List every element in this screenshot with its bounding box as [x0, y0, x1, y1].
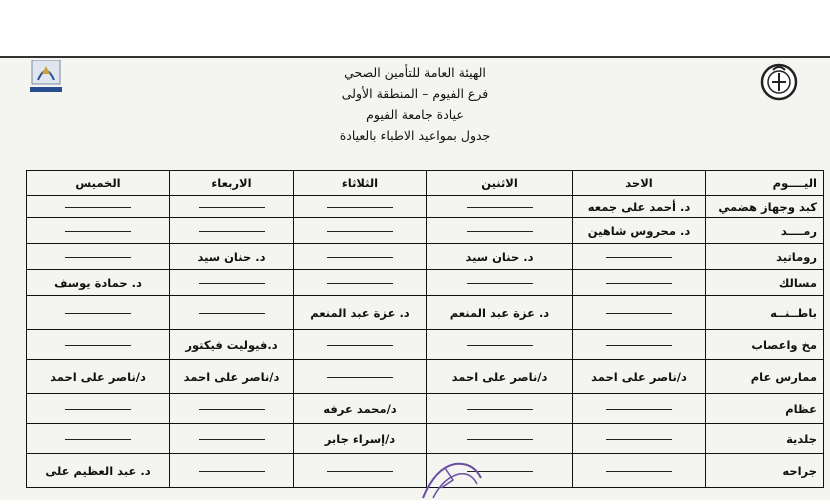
dash-mark	[467, 207, 533, 208]
empty-cell	[27, 196, 170, 218]
dash-mark	[199, 283, 265, 284]
doctor-name-cell: د. أحمد على جمعه	[573, 196, 706, 218]
specialty-label: ممارس عام	[706, 360, 824, 394]
dash-mark	[65, 231, 131, 232]
empty-cell	[294, 196, 427, 218]
dash-mark	[327, 471, 393, 472]
empty-cell	[573, 424, 706, 454]
dash-mark	[467, 283, 533, 284]
empty-cell	[170, 296, 294, 330]
specialty-label: باطــنــه	[706, 296, 824, 330]
empty-cell	[294, 454, 427, 488]
doctor-name-cell: د. حنان سيد	[170, 244, 294, 270]
day-header-tuesday: الثلاثاء	[294, 171, 427, 196]
dash-mark	[606, 313, 672, 314]
document-header	[270, 62, 560, 146]
empty-cell	[427, 424, 573, 454]
table-row	[27, 424, 824, 454]
doctor-name-cell: د. حمادة يوسف	[27, 270, 170, 296]
empty-cell	[573, 330, 706, 360]
empty-cell	[27, 296, 170, 330]
empty-cell	[27, 244, 170, 270]
empty-cell	[294, 218, 427, 244]
doctor-name-cell: د. محروس شاهين	[573, 218, 706, 244]
dash-mark	[606, 345, 672, 346]
empty-cell	[170, 196, 294, 218]
authority-name: الهيئة العامة للتأمين الصحي	[344, 65, 486, 80]
specialty-label: عظام	[706, 394, 824, 424]
table-row	[27, 360, 824, 394]
empty-cell	[427, 270, 573, 296]
table-header-row	[27, 171, 824, 196]
day-header-wednesday: الاربعاء	[170, 171, 294, 196]
schedule-title: جدول بمواعيد الاطباء بالعيادة	[339, 128, 491, 143]
dash-mark	[65, 409, 131, 410]
schedule-body	[27, 196, 824, 488]
dash-mark	[327, 283, 393, 284]
empty-cell	[573, 394, 706, 424]
doctor-name-cell: د. حنان سيد	[427, 244, 573, 270]
empty-cell	[573, 454, 706, 488]
doctor-name-cell: د.فيوليت فيكتور	[170, 330, 294, 360]
doctor-name-cell: د. عبد العظيم على	[27, 454, 170, 488]
doctor-name-cell: د/إسراء جابر	[294, 424, 427, 454]
dash-mark	[606, 409, 672, 410]
table-row	[27, 196, 824, 218]
page-top-edge	[0, 56, 830, 58]
dash-mark	[65, 207, 131, 208]
table-row	[27, 244, 824, 270]
dash-mark	[199, 439, 265, 440]
empty-cell	[170, 270, 294, 296]
dash-mark	[467, 439, 533, 440]
specialty-label: مسالك	[706, 270, 824, 296]
dash-mark	[327, 207, 393, 208]
doctor-name-cell: د/ناصر على احمد	[170, 360, 294, 394]
dash-mark	[327, 257, 393, 258]
doctor-name-cell: د/محمد عرفه	[294, 394, 427, 424]
day-header-thursday: الخميس	[27, 171, 170, 196]
dash-mark	[65, 257, 131, 258]
empty-cell	[294, 270, 427, 296]
dash-mark	[606, 471, 672, 472]
specialty-label: رمــــد	[706, 218, 824, 244]
dash-mark	[327, 231, 393, 232]
day-header-monday: الاثنين	[427, 171, 573, 196]
dash-mark	[199, 313, 265, 314]
dash-mark	[65, 345, 131, 346]
empty-cell	[27, 330, 170, 360]
dash-mark	[606, 257, 672, 258]
table-row	[27, 394, 824, 424]
branch-name: فرع الفيوم – المنطقة الأولى	[341, 86, 489, 101]
specialty-label: مخ واعصاب	[706, 330, 824, 360]
health-insurance-logo-icon	[758, 62, 800, 102]
empty-cell	[294, 360, 427, 394]
day-column-header: اليــــوم	[706, 171, 824, 196]
empty-cell	[170, 454, 294, 488]
dash-mark	[199, 207, 265, 208]
fayoum-university-logo	[26, 60, 66, 94]
specialty-label: روماتيد	[706, 244, 824, 270]
specialty-label: جراحه	[706, 454, 824, 488]
day-header-sunday: الاحد	[573, 171, 706, 196]
dash-mark	[199, 471, 265, 472]
empty-cell	[294, 244, 427, 270]
specialty-label: جلدية	[706, 424, 824, 454]
stamp-icon	[415, 458, 485, 500]
empty-cell	[573, 270, 706, 296]
dash-mark	[467, 231, 533, 232]
specialty-label: كبد وجهاز هضمي	[706, 196, 824, 218]
dash-mark	[65, 439, 131, 440]
dash-mark	[199, 231, 265, 232]
table-row	[27, 218, 824, 244]
table-row	[27, 330, 824, 360]
empty-cell	[573, 244, 706, 270]
empty-cell	[573, 296, 706, 330]
stamp-mark	[415, 458, 485, 500]
doctor-name-cell: د. عزة عبد المنعم	[294, 296, 427, 330]
dash-mark	[467, 409, 533, 410]
doctor-name-cell: د/ناصر على احمد	[27, 360, 170, 394]
empty-cell	[427, 330, 573, 360]
doctors-schedule-table	[26, 170, 824, 488]
empty-cell	[27, 424, 170, 454]
empty-cell	[170, 424, 294, 454]
dash-mark	[327, 345, 393, 346]
empty-cell	[170, 394, 294, 424]
doctor-name-cell: د/ناصر على احمد	[427, 360, 573, 394]
empty-cell	[427, 394, 573, 424]
fayoum-university-logo-icon	[26, 60, 66, 94]
health-insurance-logo	[758, 62, 800, 102]
dash-mark	[467, 345, 533, 346]
empty-cell	[294, 330, 427, 360]
dash-mark	[199, 409, 265, 410]
dash-mark	[606, 283, 672, 284]
dash-mark	[327, 377, 393, 378]
table-row	[27, 270, 824, 296]
table-row	[27, 296, 824, 330]
empty-cell	[427, 218, 573, 244]
dash-mark	[606, 439, 672, 440]
doctor-name-cell: د. عزة عبد المنعم	[427, 296, 573, 330]
empty-cell	[27, 218, 170, 244]
dash-mark	[65, 313, 131, 314]
doctor-name-cell: د/ناصر على احمد	[573, 360, 706, 394]
clinic-name: عيادة جامعة الفيوم	[366, 107, 464, 122]
empty-cell	[170, 218, 294, 244]
empty-cell	[27, 394, 170, 424]
empty-cell	[427, 196, 573, 218]
